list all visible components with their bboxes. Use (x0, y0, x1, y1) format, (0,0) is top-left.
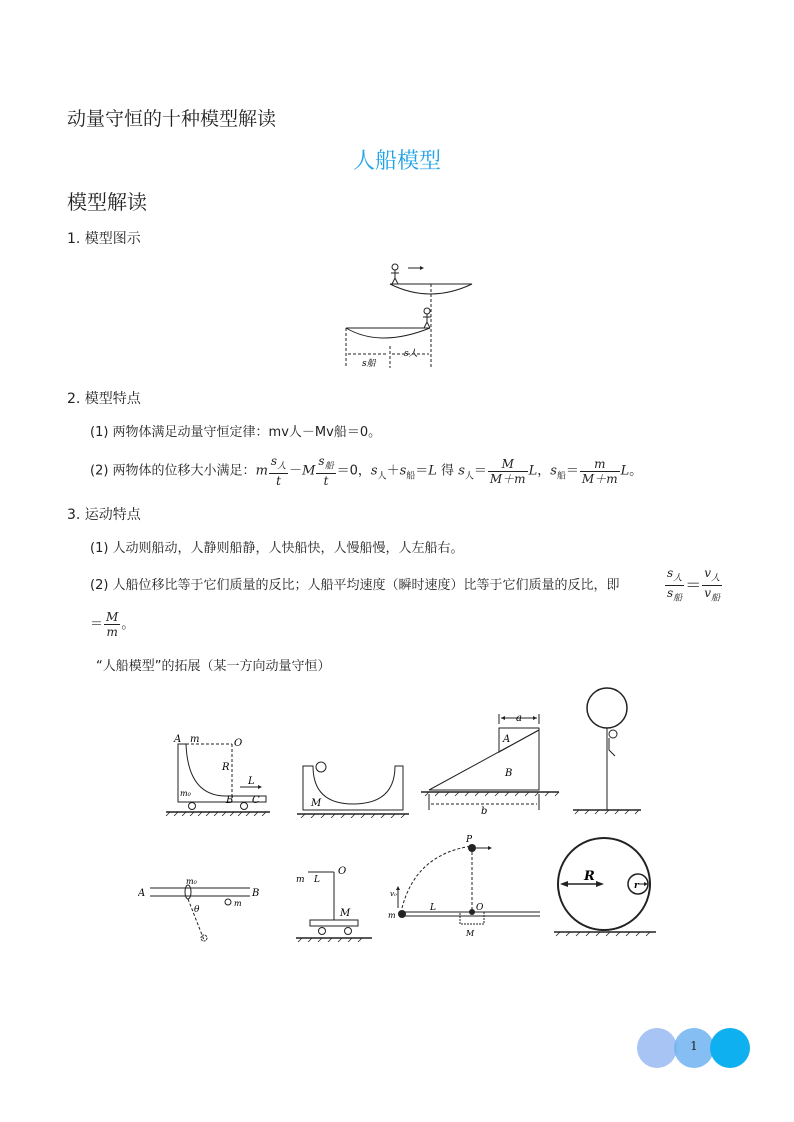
mass-ratio: ＝ $\frac{M}{m}$ 。 (90, 610, 135, 639)
badge-circle-light (637, 1028, 677, 1068)
s-boat-label: s船 (362, 359, 376, 369)
svg-text:r: r (634, 881, 639, 891)
feature-2: (2) 两物体的位移大小满足：m $\frac{s_人}{t}$ －M $\frac{s_船}{t}$ ＝0，$s_人+s_船=L$ 得 $s_人=$ $\frac{M}{M+m}$ L，$s_船=$ $\frac{m}{M+m}$ L。 (90, 454, 643, 489)
svg-text:O: O (476, 903, 484, 913)
svg-text:A: A (503, 734, 511, 745)
svg-text:m: m (234, 899, 242, 908)
svg-text:C: C (252, 795, 260, 806)
svg-text:m₀: m₀ (180, 789, 191, 798)
item-fig-title: 1. 模型图示 (67, 231, 141, 247)
svg-text:M: M (311, 798, 322, 809)
svg-text:O: O (234, 738, 243, 749)
extension-title: “人船模型”的拓展（某一方向动量守恒） (96, 659, 331, 674)
page-title: 人船模型 (352, 149, 441, 174)
diagram-pendulum-cart (296, 862, 376, 942)
velocity-ratio: $\frac{s_人}{s_船}$ ＝ $\frac{v_人}{v_船}$ (667, 566, 720, 604)
svg-text:B: B (505, 768, 513, 779)
svg-text:m: m (388, 911, 396, 920)
svg-text:B: B (252, 888, 260, 899)
diagram-circle-in-circle (552, 822, 660, 942)
motion-2: (2) 人船位移比等于它们质量的反比；人船平均速度（瞬时速度）比等于它们质量的反比，即 (90, 578, 620, 593)
section-heading: 模型解读 (67, 190, 147, 214)
svg-text:M: M (466, 929, 475, 938)
diagram-wedge (421, 710, 561, 816)
svg-text:A: A (138, 888, 146, 899)
svg-text:B: B (226, 795, 234, 806)
svg-text:L: L (248, 776, 255, 787)
badge-circle-dark (710, 1028, 750, 1068)
svg-text:L: L (430, 903, 436, 913)
svg-text:m₀: m₀ (186, 877, 197, 886)
svg-text:R: R (222, 762, 230, 773)
diagram-curved-track (164, 730, 274, 816)
svg-text:m: m (190, 734, 200, 745)
item-feat-title: 2. 模型特点 (67, 391, 141, 407)
feature-2-text: (2) 两物体的位移大小满足： (90, 463, 256, 479)
svg-text:v₀: v₀ (390, 890, 397, 898)
diagram-rod-ring (138, 872, 262, 944)
svg-text:m: m (296, 875, 305, 885)
feature-1: (1) 两物体满足动量守恒定律：mv人－Mv船＝0。 (90, 425, 382, 440)
svg-text:P: P (466, 835, 473, 845)
person-boat-figure (340, 256, 480, 374)
svg-text:L: L (314, 875, 320, 885)
svg-text:b: b (481, 806, 488, 816)
svg-text:O: O (338, 866, 347, 877)
diagram-balloon (573, 686, 643, 818)
doc-header: 动量守恒的十种模型解读 (67, 108, 277, 130)
item-motion-title: 3. 运动特点 (67, 507, 141, 523)
diagram-projectile-rail (386, 832, 542, 944)
s-person-label: s人 (404, 349, 418, 359)
svg-text:A: A (174, 734, 182, 745)
diagram-u-track (297, 752, 409, 818)
svg-text:R: R (584, 869, 595, 884)
svg-text:a: a (516, 713, 522, 724)
page-number: 1 (690, 1039, 698, 1053)
motion-1: (1) 人动则船动，人静则船静，人快船快，人慢船慢，人左船右。 (90, 541, 464, 556)
svg-text:M: M (340, 908, 351, 919)
svg-text:θ: θ (194, 905, 200, 915)
